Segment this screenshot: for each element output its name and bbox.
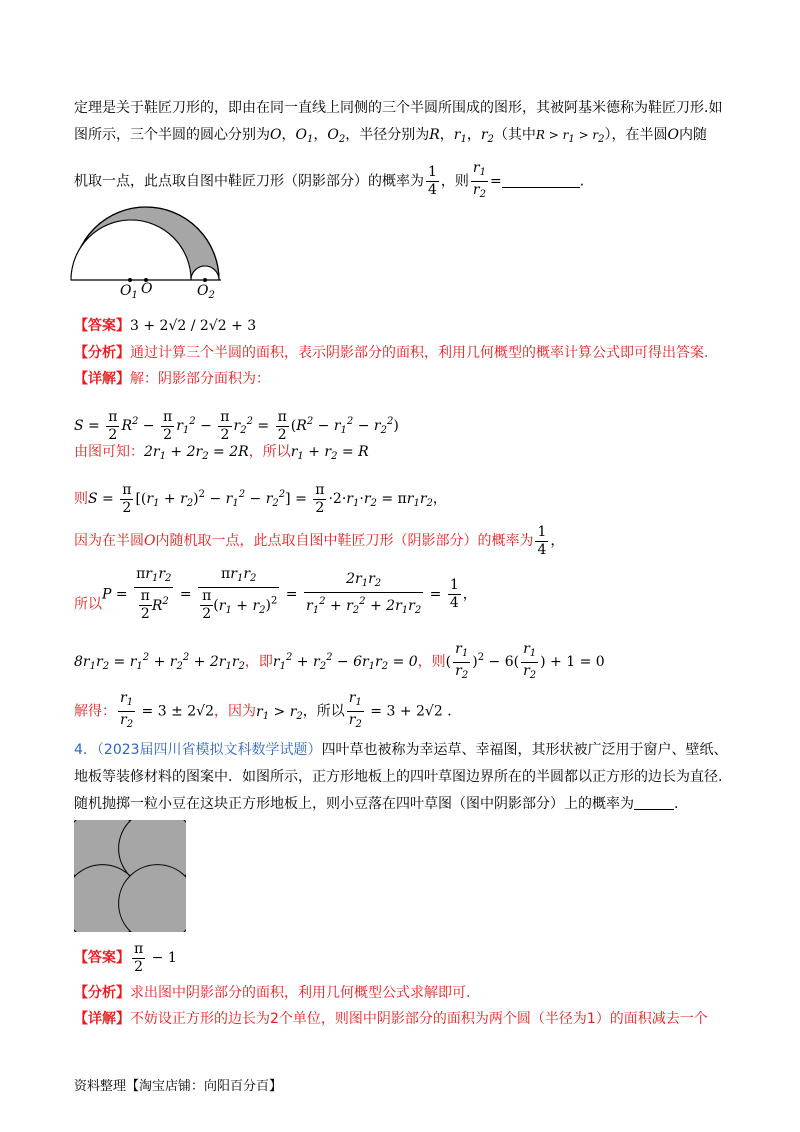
eq-quadratic: $8r_1r_2 = r_1^2 + r_2^2 + 2r_1r_2$，即$r_1^2 + r_2^2 - 6r_1r_2 = 0$，则( $\frac{r_1}{r_2}$ )$^2$ − 6( $\frac{r_1}{r_2}$ ) + 1 = 0 [74, 640, 605, 681]
p3-because: 因为在半圆O内随机取一点，此点取自图中鞋匠刀形（阴影部分）的概率为 $\frac{1}{4}$ ， [74, 523, 565, 558]
p3-analysis: 【分析】通过计算三个半圆的面积，表示阴影部分的面积，利用几何概型的概率计算公式即可得出答案. [74, 345, 709, 361]
clover-leaves [74, 820, 186, 932]
eq-probability: 所以P = $\pi r_1r_2$ $\frac{\pi}{2}$ $R^2$ = $\pi r_1r_2$ $\frac{\pi}{2}$ $(r_1 + r_2)^2$ = $\frac{2r_1r_2}{r_1^2 + r_2^2 + 2r_1r_2}$ = $\frac{1}{4}$ ， [74, 566, 477, 622]
p4-detail: 【详解】不妨设正方形的边长为2个单位，则图中阴影部分的面积为两个圆（半径为1）的面积减去一个 [74, 1011, 708, 1027]
p3-answer-value: 3 + 2√2 / 2√2 + 3 [130, 318, 257, 334]
answer-blank [502, 187, 580, 188]
p3-line3: 机取一点，此点取自图中鞋匠刀形（阴影部分）的概率为 $\frac{1}{4}$ ，则 $\frac{r_1}{r_2}$ = . [74, 160, 585, 200]
label-o2: $O_2$ [197, 283, 215, 301]
p4-analysis: 【分析】求出图中阴影部分的面积，利用几何概型公式求解即可. [74, 985, 471, 1001]
p3-line2: 图所示，三个半圆的圆心分别为O，$O_1$，$O_2$，半径分别为R，$r_1$，$r_2$（其中$R > r_1 > r_2$），在半圆O内随 [74, 127, 708, 145]
center-o2-dot [203, 278, 207, 282]
label-o: O [141, 281, 153, 297]
eq-area-simplified: 则S = $\frac{\pi}{2}$ $[(r_1 + r_2)^2 - r_1^2 - r_2^2]$ = $\frac{\pi}{2}$ $\cdot 2\cdot r_1\cdot r_2 = \pi r_1r_2$， [74, 481, 447, 516]
eq-area: S = $\frac{\pi}{2}$ $R^2$ − $\frac{\pi}{2}$ $r_1^2$ − $\frac{\pi}{2}$ $r_2^2$ = $\frac{\pi}{2}$ $(R^2 - r_1^2 - r_2^2)$ [74, 408, 399, 443]
p3-detail: 【详解】解：阴影部分面积为： [74, 371, 270, 387]
eq-radius-relation: 由图可知：$2r_1 + 2r_2 = 2R$，所以$r_1 + r_2 = R$ [74, 444, 369, 462]
clover-figure [74, 820, 186, 932]
p4-answer: 【答案】 $\frac{\pi}{2}$ − 1 [74, 940, 177, 975]
p3-line1: 定理是关于鞋匠刀形的，即由在同一直线上同侧的三个半圆所围成的图形，其被阿基米德称为鞋匠刀形.如 [74, 100, 723, 116]
p4-line2: 地板等装修材料的图案中．如图所示，正方形地板上的四叶草图边界所在的半圆都以正方形的边长为直径. [74, 769, 723, 785]
p4-answer-blank [634, 809, 674, 810]
center-o1-dot [128, 278, 132, 282]
page-footer: 资料整理【淘宝店铺：向阳百分百】 [74, 1079, 283, 1094]
p3-answer: 【答案】3 + 2√2 / 2√2 + 3 [74, 318, 257, 334]
eq-solution: 解得： $\frac{r_1}{r_2}$ = 3 ± 2√2，因为$r_1 > r_2$，所以 $\frac{r_1}{r_2}$ = 3 + 2√2 . [74, 690, 452, 730]
p4-line1: 4．（2023届四川省模拟文科数学试题）四叶草也被称为幸运草、幸福图，其形状被广泛用于窗户、壁纸、 [74, 742, 728, 758]
label-o1: $O_1$ [120, 283, 138, 301]
p4-source: （2023届四川省模拟文科数学试题） [96, 742, 322, 758]
p4-line3: 随机抛掷一粒小豆在这块正方形地板上，则小豆落在四叶草图（图中阴影部分）上的概率为 . [74, 796, 679, 812]
